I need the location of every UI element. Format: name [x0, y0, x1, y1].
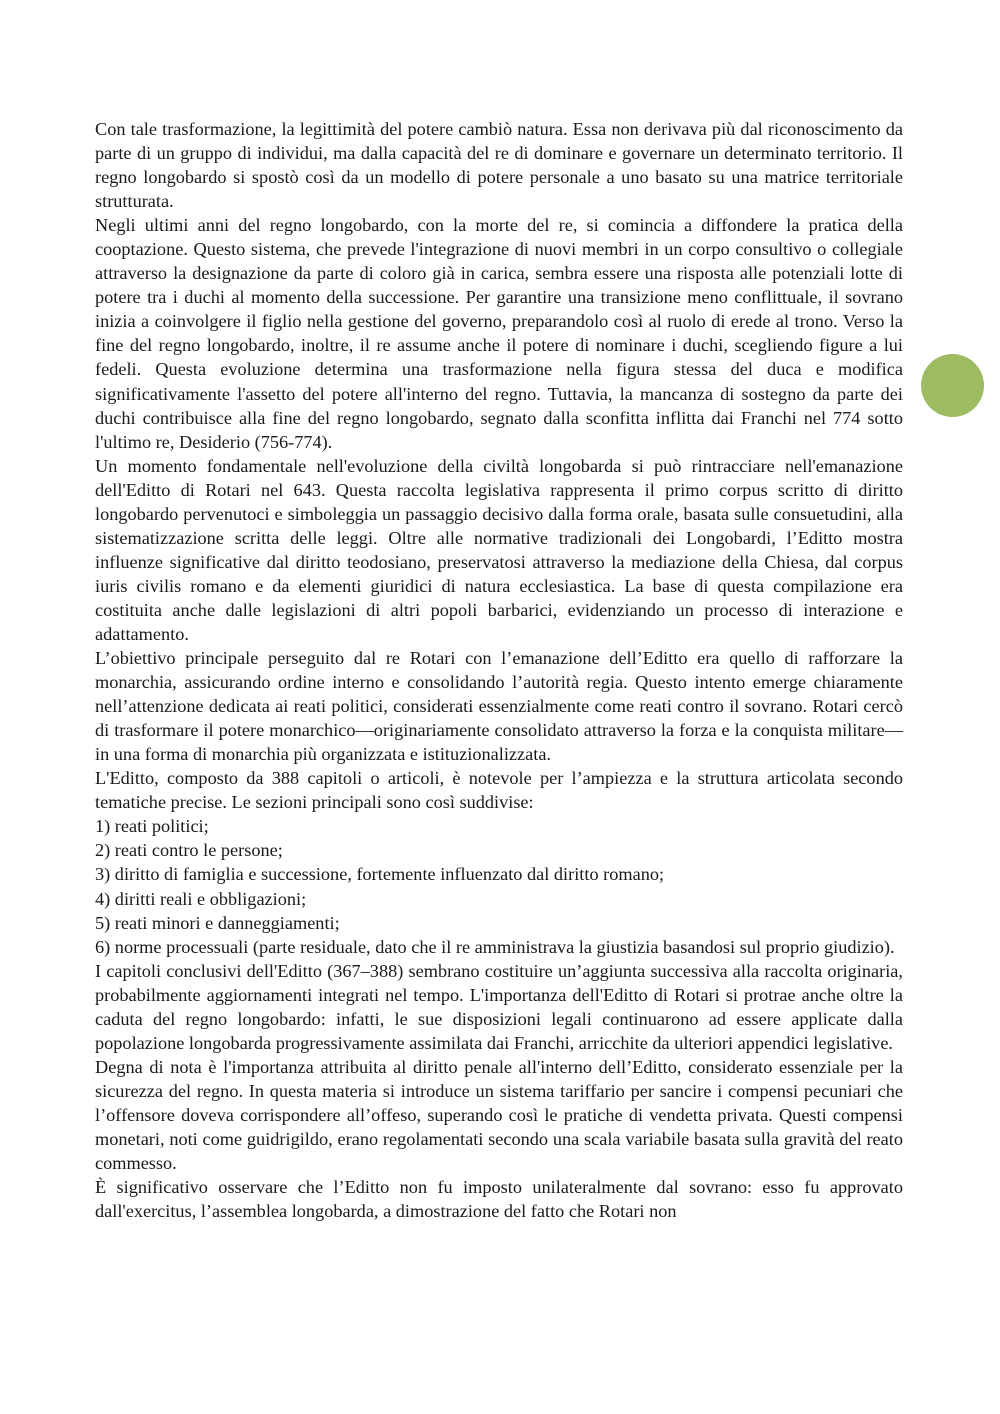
list-item: 5) reati minori e danneggiamenti;: [95, 912, 340, 933]
paragraph: È significativo osservare che l’Editto non fu imposto unilateralmente dal sovrano: esso fu approvato dall'exercitus, l’assemblea longobarda, a dimostrazione del fatto che Rotari non: [95, 1177, 903, 1222]
list-item: 4) diritti reali e obbligazioni;: [95, 888, 307, 909]
paragraph: I capitoli conclusivi dell'Editto (367–388) sembrano costituire un’aggiunta successiva alla raccolta originaria, probabilmente aggiornamenti integrati nel tempo. L'importanza dell'Editto di Rotari si protrae anche oltre la caduta del regno longobardo: infatti, le sue disposizioni legali continuarono ad essere applicate dalla popolazione longobarda progressivamente assimilata dai Franchi, arricchite da ulteriori appendici legislative.: [95, 960, 903, 1053]
paragraph: Negli ultimi anni del regno longobardo, con la morte del re, si comincia a diffondere la pratica della cooptazione. Questo sistema, che prevede l'integrazione di nuovi membri in un corpo consultivo o collegiale attraverso la designazione da parte di coloro già in carica, sembra essere una risposta alle potenziali lotte di potere tra i duchi al momento della successione. Per garantire una transizione meno conflittuale, il sovrano inizia a coinvolgere il figlio nella gestione del governo, preparandolo così al ruolo di erede al trono. Verso la fine del regno longobardo, inoltre, il re assume anche il potere di nominare i duchi, scegliendo figure a lui fedeli. Questa evoluzione determina una trasformazione nella figura stessa del duca e modifica significativamente l'assetto del potere all'interno del regno. Tuttavia, la mancanza di sostegno da parte dei duchi contribuisce alla fine del regno longobardo, segnato dalla sconfitta inflitta dai Franchi nel 774 sotto l'ultimo re, Desiderio (756-774).: [95, 215, 903, 452]
paragraph: Con tale trasformazione, la legittimità del potere cambiò natura. Essa non derivava più dal riconoscimento da parte di un gruppo di individui, ma dalla capacità del re di dominare e governare un determinato territorio. Il regno longobardo si spostò così da un modello di potere personale a uno basato su una matrice territoriale strutturata.: [95, 119, 903, 212]
decorative-circle: [921, 354, 984, 417]
paragraph: L'Editto, composto da 388 capitoli o articoli, è notevole per l’ampiezza e la struttura articolata secondo tematiche precise. Le sezioni principali sono così suddivise:: [95, 768, 903, 813]
paragraph: L’obiettivo principale perseguito dal re Rotari con l’emanazione dell’Editto era quello di rafforzare la monarchia, assicurando ordine interno e consolidando l’autorità regia. Questo intento emerge chiaramente nell’attenzione dedicata ai reati politici, considerati essenzialmente come reati contro il sovrano. Rotari cercò di trasformare il potere monarchico—originariamente consolidato attraverso la forza e la conquista militare—in una forma di monarchia più organizzata e istituzionalizzata.: [95, 648, 903, 765]
list-item: 3) diritto di famiglia e successione, fortemente influenzato dal diritto romano;: [95, 864, 665, 885]
paragraph: Un momento fondamentale nell'evoluzione della civiltà longobarda si può rintracciare nell'emanazione dell'Editto di Rotari nel 643. Questa raccolta legislativa rappresenta il primo corpus scritto di diritto longobardo pervenutoci e simboleggia un passaggio decisivo dalla forma orale, basata sulle consuetudini, alla sistematizzazione scritta delle leggi. Oltre alle normative tradizionali dei Longobardi, l’Editto mostra influenze significative dal diritto teodosiano, preservatosi attraverso la mediazione della Chiesa, dal corpus iuris civilis romano e da elementi giuridici di natura ecclesiastica. La base di questa compilazione era costituita anche dalle legislazioni di altri popoli barbarici, evidenziando un processo di interazione e adattamento.: [95, 455, 903, 644]
list-item: 1) reati politici;: [95, 816, 209, 837]
document-body: [95, 117, 903, 1223]
list-item: 6) norme processuali (parte residuale, dato che il re amministrava la giustizia basandosi sul proprio giudizio).: [95, 936, 895, 957]
paragraph: Degna di nota è l'importanza attribuita al diritto penale all'interno dell’Editto, considerato essenziale per la sicurezza del regno. In questa materia si introduce un sistema tariffario per sancire i compensi pecuniari che l’offensore doveva corrispondere all’offeso, superando così le pratiche di vendetta privata. Questi compensi monetari, noti come guidrigildo, erano regolamentati secondo una scala variabile basata sulla gravità del reato commesso.: [95, 1056, 903, 1174]
edict-sections-list: [95, 814, 903, 958]
list-item: 2) reati contro le persone;: [95, 840, 283, 861]
